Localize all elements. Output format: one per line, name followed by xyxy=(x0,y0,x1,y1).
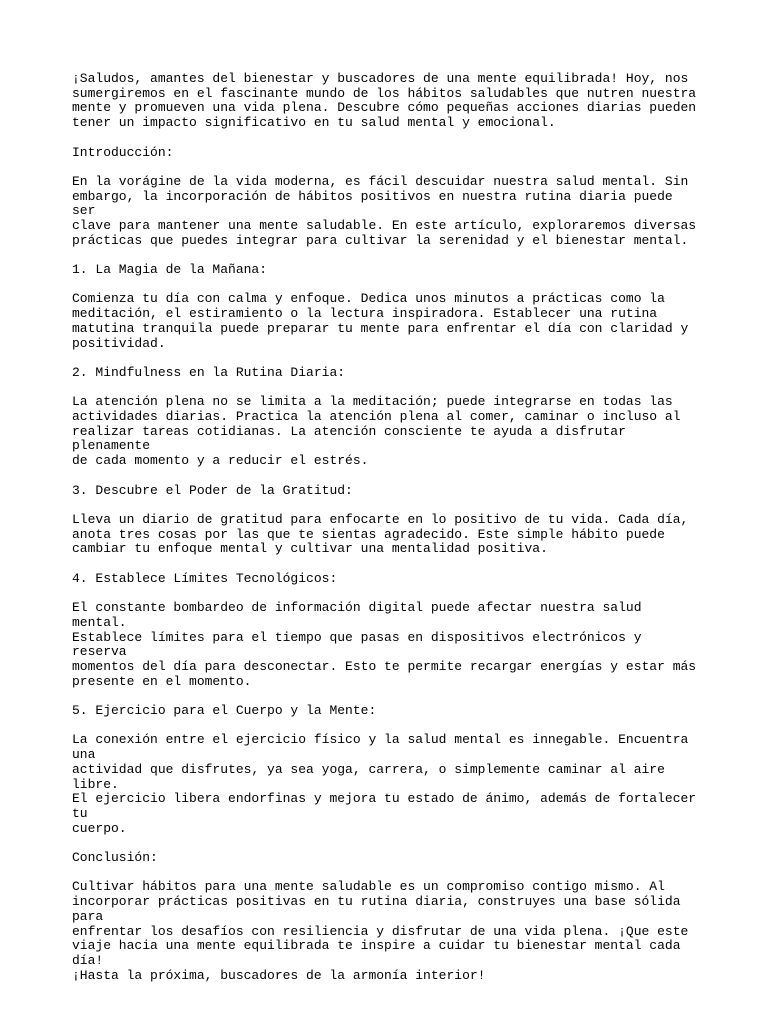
section-4-paragraph: El constante bombardeo de información digital puede afectar nuestra salud mental. Establece límites para el tiempo que pasas en dispositivos electrónicos y reserva momentos del día para desconectar. Esto te permite recargar energías y estar más presente en el momento. xyxy=(72,600,697,689)
section-heading-1: 1. La Magia de la Mañana: xyxy=(72,262,268,278)
section-2-paragraph: La atención plena no se limita a la meditación; puede integrarse en todas las actividades diarias. Practica la atención plena al comer, caminar o incluso al realizar tareas cotidianas. La atención consciente te ayuda a disfrutar plenamente de cada momento y a reducir el estrés. xyxy=(72,394,681,469)
section-5-paragraph: La conexión entre el ejercicio físico y la salud mental es innegable. Encuentra una actividad que disfrutes, ya sea yoga, carrera, o simplemente caminar al aire libre. El ejercicio libera endorfinas y mejora tu estado de ánimo, además de fortalecer tu cuerpo. xyxy=(72,732,697,836)
section-heading-introduccion: Introducción: xyxy=(72,144,174,160)
section-heading-4: 4. Establece Límites Tecnológicos: xyxy=(72,570,338,586)
intro-paragraph: ¡Saludos, amantes del bienestar y buscadores de una mente equilibrada! Hoy, nos sumergiremos en el fascinante mundo de los hábitos saludables que nutren nuestra mente y promueven una vida plena. Descubre cómo pequeñas acciones diarias pueden tener un impacto significativo en tu salud mental y emocional. xyxy=(72,71,697,131)
introduccion-paragraph: En la vorágine de la vida moderna, es fácil descuidar nuestra salud mental. Sin embargo, la incorporación de hábitos positivos en nuestra rutina diaria puede ser clave para mantener una mente saludable. En este artículo, exploraremos diversas prácticas que puedes integrar para cultivar la serenidad y el bienestar mental. xyxy=(72,173,697,248)
section-3-paragraph: Lleva un diario de gratitud para enfocarte en lo positivo de tu vida. Cada día, anota tres cosas por las que te sientas agradecido. Este simple hábito puede cambiar tu enfoque mental y cultivar una mentalidad positiva. xyxy=(72,511,689,557)
section-heading-conclusion: Conclusión: xyxy=(72,850,158,866)
section-heading-5: 5. Ejercicio para el Cuerpo y la Mente: xyxy=(72,703,377,719)
conclusion-paragraph: Cultivar hábitos para una mente saludable es un compromiso contigo mismo. Al incorporar prácticas positivas en tu rutina diaria, construyes una base sólida para enfrentar los desafíos con resiliencia y disfrutar de una vida plena. ¡Que este viaje hacia una mente equilibrada te inspire a cuidar tu bienestar mental cada día! ¡Hasta la próxima, buscadores de la armonía interior! xyxy=(72,879,689,983)
section-heading-2: 2. Mindfulness en la Rutina Diaria: xyxy=(72,364,346,380)
section-heading-3: 3. Descubre el Poder de la Gratitud: xyxy=(72,482,353,498)
section-1-paragraph: Comienza tu día con calma y enfoque. Dedica unos minutos a prácticas como la meditación, el estiramiento o la lectura inspiradora. Establecer una rutina matutina tranquila puede preparar tu mente para enfrentar el día con claridad y positividad. xyxy=(72,291,689,351)
document-page xyxy=(72,72,702,998)
